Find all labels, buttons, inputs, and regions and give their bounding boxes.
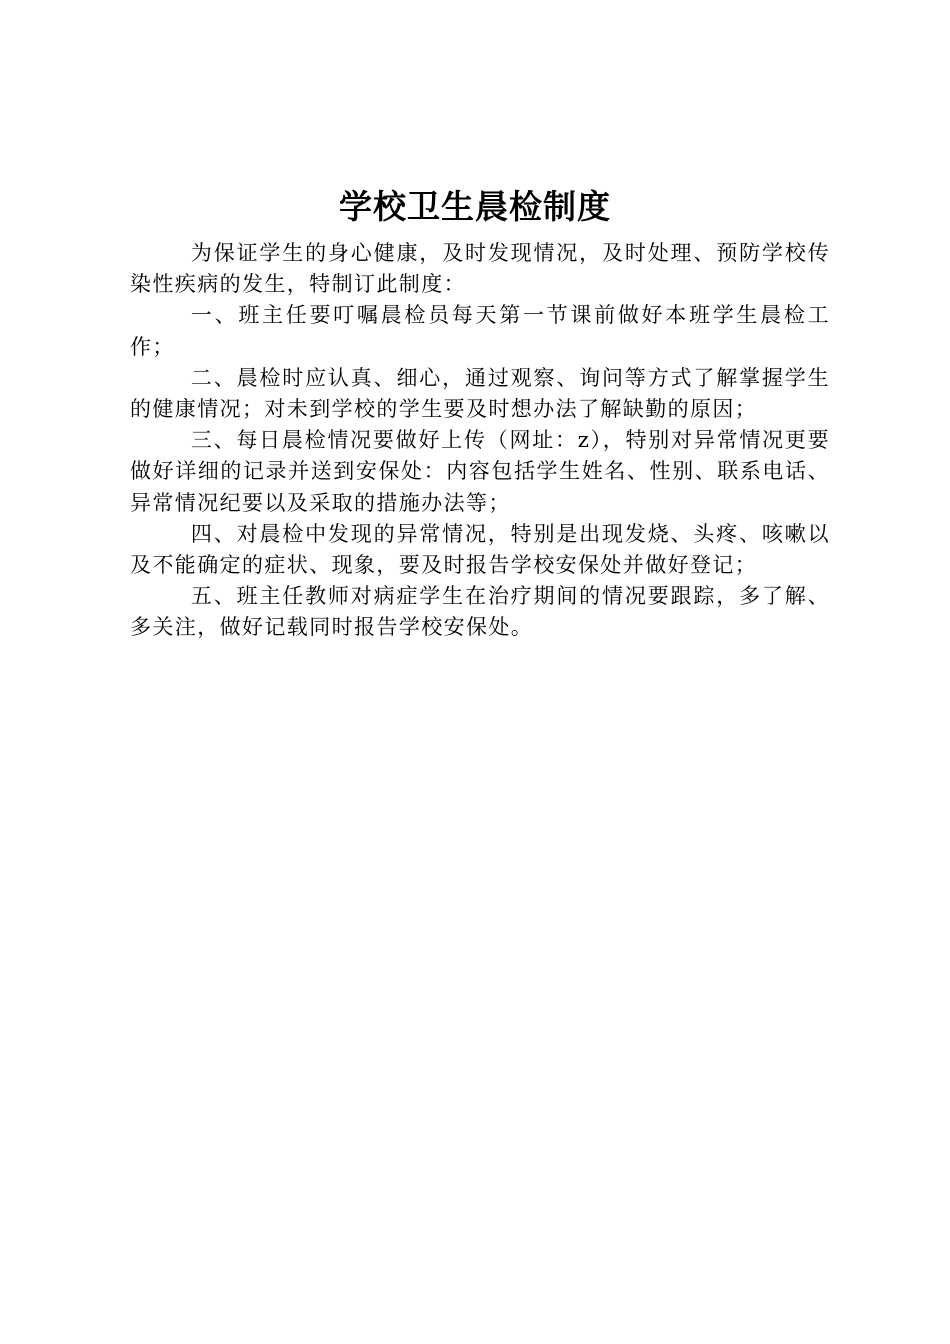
paragraph-item-3: 三、每日晨检情况要做好上传（网址：z），特别对异常情况更要做好详细的记录并送到安保处：内容包括学生姓名、性别、联系电话、异常情况纪要以及采取的措施办法等； <box>130 428 830 515</box>
paragraph-item-5: 五、班主任教师对病症学生在治疗期间的情况要跟踪，多了解、多关注，做好记载同时报告学校安保处。 <box>130 584 830 640</box>
paragraph-item-2: 二、晨检时应认真、细心，通过观察、询问等方式了解掌握学生的健康情况；对未到学校的学生要及时想办法了解缺勤的原因； <box>130 365 830 422</box>
paragraph-intro: 为保证学生的身心健康，及时发现情况，及时处理、预防学校传染性疾病的发生，特制订此制度： <box>130 241 830 297</box>
paragraph-item-4: 四、对晨检中发现的异常情况，特别是出现发烧、头疼、咳嗽以及不能确定的症状、现象，要及时报告学校安保处并做好登记； <box>130 521 830 578</box>
paragraph-item-1: 一、班主任要叮嘱晨检员每天第一节课前做好本班学生晨检工作； <box>130 303 830 359</box>
document-body <box>130 238 830 644</box>
document-title: 学校卫生晨检制度 <box>339 187 611 226</box>
